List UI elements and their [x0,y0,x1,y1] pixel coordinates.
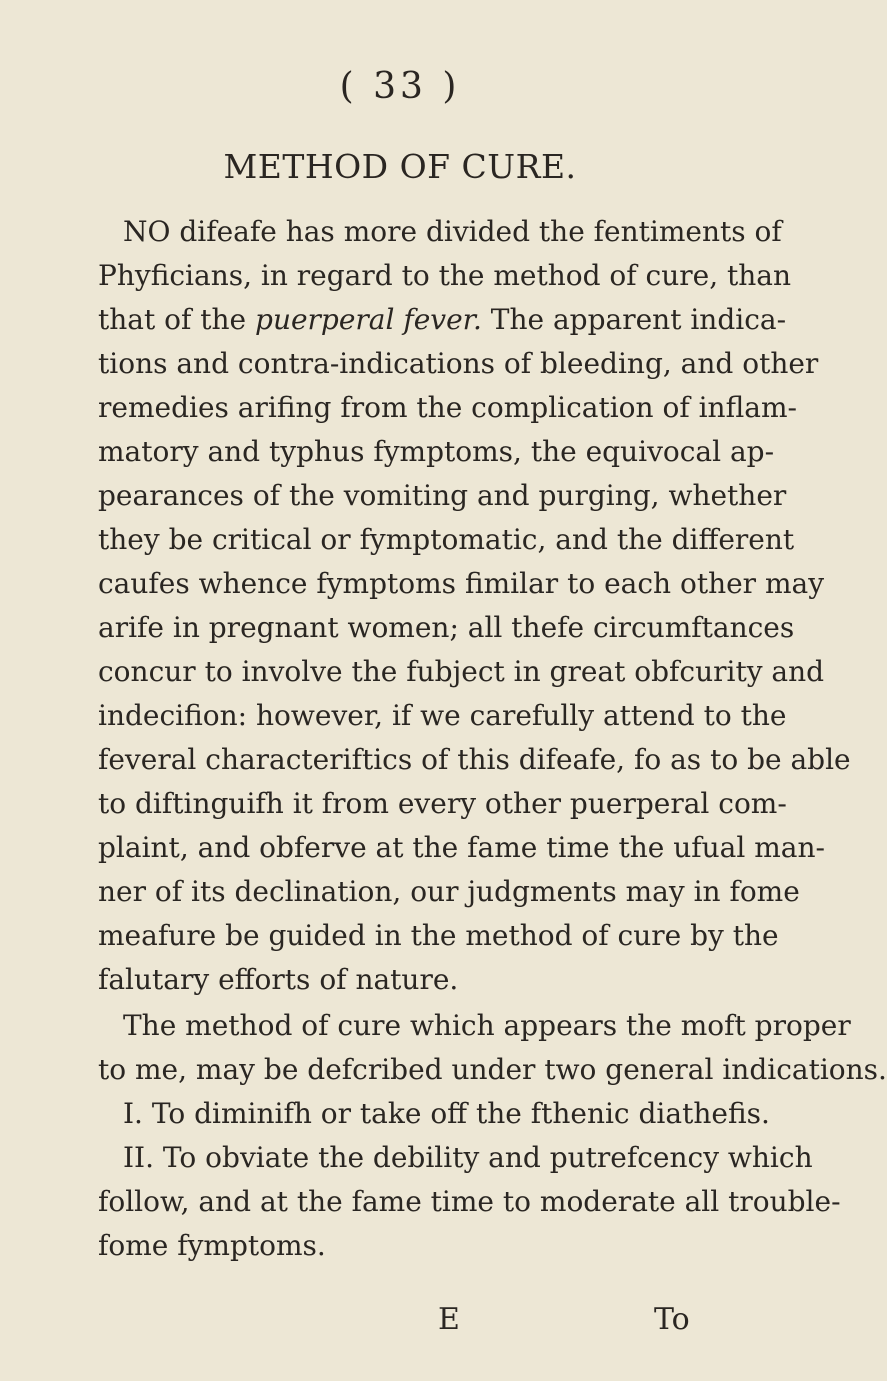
text-line: arife in pregnant women; all thefe circumftances [98,611,795,644]
text-line: NO difeafe has more divided the fentiments of [123,215,782,248]
italic-term: puerperal fever. [255,303,482,336]
text-line: pearances of the vomiting and purging, whether [98,479,787,512]
signature-mark: E [438,1302,460,1337]
section-heading: METHOD OF CURE. [223,147,577,186]
text-line: remedies arifing from the complication of inflam- [98,391,797,424]
text-line: ner of its declination, our judgments may in fome [98,875,800,908]
text-run: The apparent indica- [481,303,787,336]
text-line: Phyficians, in regard to the method of cure, than [98,259,792,292]
text-line: concur to involve the fubject in great obfcurity and [98,655,825,688]
text-line: to diftinguifh it from every other puerperal com- [98,787,787,820]
page-number: ( 33 ) [339,66,461,107]
text-run: that of the [98,303,256,336]
text-line: plaint, and obferve at the fame time the ufual man- [98,831,825,864]
indication-two: II. To obviate the debility and putrefcency which [123,1141,813,1174]
text-line: matory and typhus fymptoms, the equivocal ap- [98,435,775,468]
text-line: fome fymptoms. [98,1229,326,1262]
text-line: caufes whence fymptoms fimilar to each other may [98,567,825,600]
text-line: meafure be guided in the method of cure by the [98,919,779,952]
text-line: falutary efforts of nature. [98,963,459,996]
text-line: to me, may be defcribed under two general indications. [98,1053,887,1086]
text-line [98,298,787,342]
text-line: tions and contra-indications of bleeding, and other [98,347,819,380]
text-line: follow, and at the fame time to moderate all trouble- [98,1185,841,1218]
text-line: they be critical or fymptomatic, and the different [98,523,795,556]
text-line: feveral characteriftics of this difeafe, fo as to be able [98,743,851,776]
text-line: The method of cure which appears the moft proper [123,1009,851,1042]
indication-one: I. To diminifh or take off the fthenic diathefis. [123,1097,770,1130]
text-line: indecifion: however, if we carefully attend to the [98,699,787,732]
catchword: To [654,1302,690,1337]
